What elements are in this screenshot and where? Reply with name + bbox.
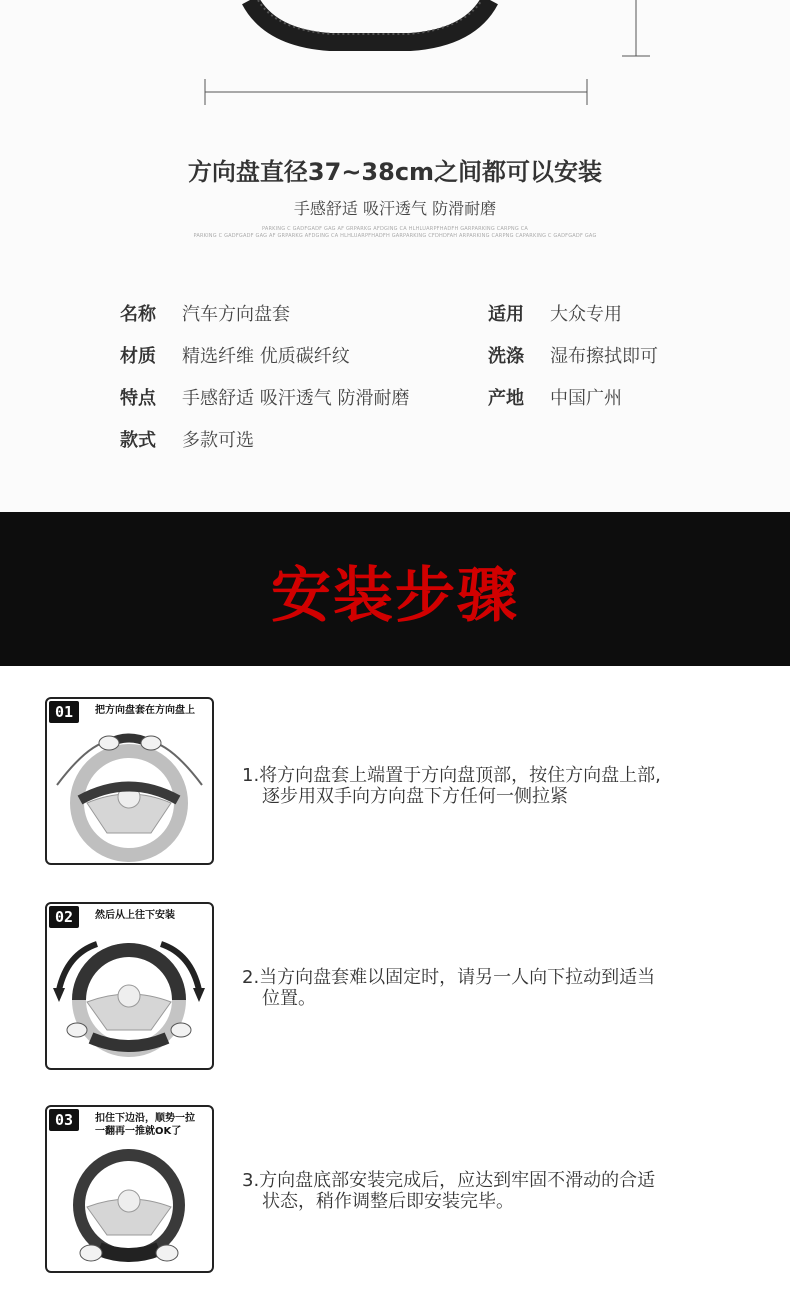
spec-fits	[488, 300, 622, 326]
spec-key: 特点	[120, 388, 156, 409]
step-text-line: 逐步用双手向方向盘下方任何一侧拉紧	[262, 786, 568, 807]
spec-washing	[488, 342, 658, 368]
step-number-badge: 03	[49, 1109, 79, 1131]
spec-value: 手感舒适 吸汗透气 防滑耐磨	[182, 388, 410, 409]
step-2-description	[242, 967, 762, 1009]
steering-wheel-icon	[47, 930, 212, 1068]
step-number-badge: 01	[49, 701, 79, 723]
steering-wheel-icon	[47, 725, 212, 863]
spec-value: 大众专用	[550, 304, 622, 325]
spec-value: 多款可选	[182, 430, 254, 451]
steering-wheel-icon	[47, 1141, 212, 1271]
step-caption: 然后从上往下安装	[95, 910, 175, 921]
product-info-section	[0, 0, 790, 512]
step-text-line: 2.当方向盘套难以固定时，请另一人向下拉动到适当	[242, 967, 656, 988]
spec-name	[120, 300, 290, 326]
spec-key: 材质	[120, 346, 156, 367]
spec-value: 湿布擦拭即可	[550, 346, 658, 367]
spec-key: 名称	[120, 304, 156, 325]
step-number-badge: 02	[49, 906, 79, 928]
diameter-headline: 方向盘直径37~38cm之间都可以安装	[187, 158, 603, 186]
decorative-tiny-text: PARKING C GADFGADF GAG AF GRPARKG AFDGING CA HLHLUARPFHADFH GARPARKING CARPNG CA	[261, 226, 529, 232]
install-steps-title: 安装步骤	[271, 561, 519, 631]
step-caption: 一翻再一推就OK了	[95, 1126, 182, 1137]
step-text-line: 3.方向盘底部安装完成后，应达到牢固不滑动的合适	[242, 1170, 656, 1191]
diameter-dimension-line	[204, 77, 588, 107]
decorative-tiny-text: PARKING C GADFGADF GAG AF GRPARKG AFDGING CA HLHLUARPFHADFH GARPARKING CFDHDFAH ARPARKING CARPNG CAPARKING C GADFGADF GAG	[193, 233, 597, 239]
feature-subline: 手感舒适 吸汗透气 防滑耐磨	[293, 199, 497, 218]
spec-features	[120, 384, 409, 410]
step-1-illustration	[45, 697, 214, 865]
spec-key: 适用	[488, 304, 524, 325]
spec-value: 汽车方向盘套	[182, 304, 290, 325]
step-3-description	[242, 1170, 762, 1212]
spec-styles	[120, 426, 254, 452]
step-text-line: 状态，稍作调整后即安装完毕。	[262, 1191, 514, 1212]
spec-origin	[488, 384, 622, 410]
step-caption: 扣住下边沿，顺势一拉	[95, 1113, 195, 1124]
step-2-illustration	[45, 902, 214, 1070]
spec-material	[120, 342, 350, 368]
spec-value: 精选纤维 优质碳纤纹	[182, 346, 350, 367]
step-3-illustration	[45, 1105, 214, 1273]
spec-key: 产地	[488, 388, 524, 409]
spec-key: 款式	[120, 430, 156, 451]
spec-value: 中国广州	[550, 388, 622, 409]
spec-key: 洗涤	[488, 346, 524, 367]
step-caption: 把方向盘套在方向盘上	[95, 705, 195, 716]
step-1-description	[242, 765, 762, 807]
step-text-line: 1.将方向盘套上端置于方向盘顶部，按住方向盘上部,	[242, 765, 661, 786]
steering-wheel-cover-image	[0, 0, 790, 60]
step-text-line: 位置。	[262, 988, 316, 1009]
